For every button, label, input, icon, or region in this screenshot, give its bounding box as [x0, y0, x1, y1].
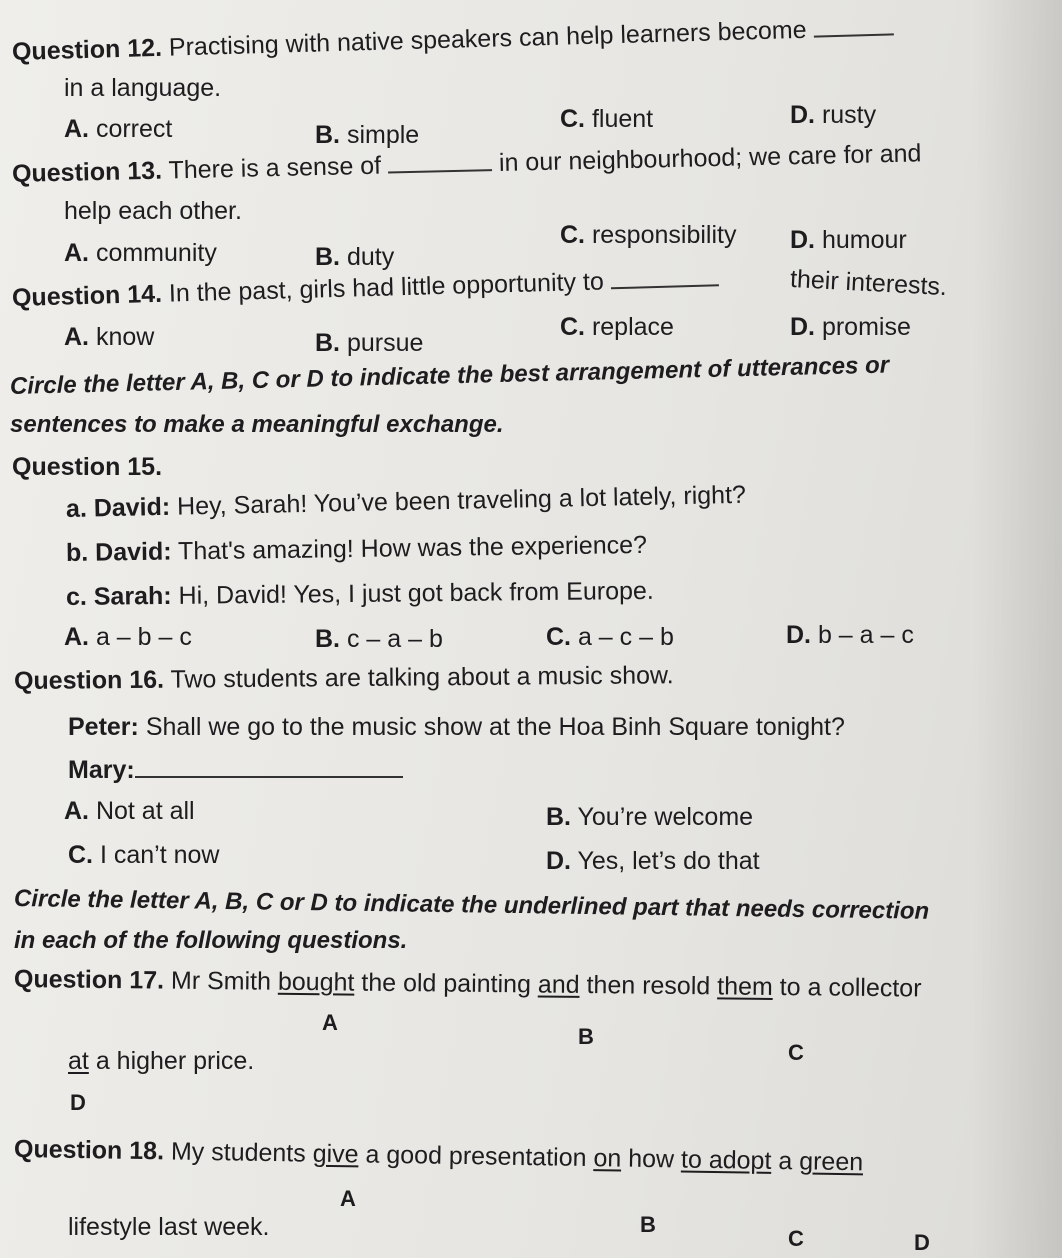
question-16-label: Question 16. — [13, 665, 165, 695]
underlined-part-c[interactable]: them — [717, 972, 773, 1001]
q14-option-c[interactable]: C. replace — [560, 313, 674, 341]
q15-option-a[interactable]: A. a – b – c — [64, 623, 192, 651]
q12-option-c[interactable]: C. fluent — [560, 105, 654, 133]
underlined-part-d[interactable]: green — [798, 1147, 864, 1177]
q13-option-c[interactable]: C. responsibility — [560, 221, 737, 249]
answer-blank[interactable] — [813, 11, 894, 37]
q13-option-d[interactable]: D. humour — [790, 226, 907, 254]
underlined-part-a[interactable]: bought — [277, 967, 355, 997]
q17-letter-b: B — [578, 1024, 594, 1049]
q13-option-b[interactable]: B. duty — [315, 243, 395, 271]
question-12-line-1 — [12, 11, 894, 67]
question-17-line-1: Question 17. Mr Smith bought the old painting and then resold them to a collector — [13, 965, 922, 1003]
underlined-part-c[interactable]: to adopt — [680, 1145, 772, 1175]
q18-letter-d: D — [914, 1230, 930, 1255]
q12-option-b[interactable]: B. simple — [315, 121, 420, 149]
question-12-line-2: in a language. — [64, 74, 222, 102]
instruction-correction-line-2: in each of the following questions. — [14, 927, 408, 954]
q15-option-b[interactable]: B. c – a – b — [315, 625, 443, 653]
question-18-line-2: lifestyle last week. — [68, 1213, 270, 1241]
q14-option-b[interactable]: B. pursue — [315, 329, 424, 357]
instruction-correction-line-1: Circle the letter A, B, C or D to indicate the underlined part that needs correction — [13, 885, 930, 925]
q15-line-a: a. David: Hey, Sarah! You’ve been traveling a lot lately, right? — [65, 480, 747, 523]
q14-option-a[interactable]: A. know — [64, 323, 155, 351]
q16-peter-line: Peter: Shall we go to the music show at the Hoa Binh Square tonight? — [68, 713, 845, 741]
underlined-part-b[interactable]: on — [593, 1144, 622, 1173]
question-13-line-1: Question 13. There is a sense of in our neighbourhood; we care for and — [11, 139, 922, 188]
underlined-part-a[interactable]: give — [312, 1139, 359, 1169]
underlined-part-b[interactable]: and — [537, 970, 580, 999]
q16-option-a[interactable]: A. Not at all — [64, 797, 195, 825]
question-18-line-1: Question 18. My students give a good presentation on how to adopt a green — [13, 1135, 864, 1177]
question-14-line-1: Question 14. In the past, girls had little opportunity to — [12, 262, 720, 313]
q13-option-a[interactable]: A. community — [64, 239, 217, 267]
q17-letter-d: D — [70, 1090, 86, 1115]
q16-option-d[interactable]: D. Yes, let’s do that — [546, 847, 760, 875]
answer-blank[interactable] — [388, 147, 493, 173]
instruction-arrangement-line-1: Circle the letter A, B, C or D to indicate the best arrangement of utterances or — [9, 351, 890, 400]
q17-letter-a: A — [322, 1010, 338, 1035]
question-13-line-2: help each other. — [64, 197, 242, 225]
q17-letter-c: C — [788, 1040, 804, 1065]
answer-blank[interactable] — [135, 754, 403, 778]
q15-line-b: b. David: That's amazing! How was the experience? — [65, 530, 648, 567]
q12-option-a[interactable]: A. correct — [64, 115, 173, 143]
q12-option-d[interactable]: D. rusty — [790, 101, 877, 129]
q15-option-d[interactable]: D. b – a – c — [786, 621, 914, 649]
question-12-text: Practising with native speakers can help learners become — [168, 15, 807, 62]
question-14-label: Question 14. — [11, 279, 163, 312]
q15-option-c[interactable]: C. a – c – b — [546, 623, 674, 651]
underlined-part-d[interactable]: at — [68, 1047, 89, 1075]
question-17-line-2: at a higher price. — [68, 1047, 255, 1075]
q14-option-d[interactable]: D. promise — [790, 313, 911, 341]
q18-letter-c: C — [788, 1226, 804, 1251]
instruction-arrangement-line-2: sentences to make a meaningful exchange. — [10, 411, 504, 438]
q16-mary-line: Mary: — [68, 754, 403, 785]
q15-line-c: c. Sarah: Hi, David! Yes, I just got back from Europe. — [65, 576, 654, 611]
q18-letter-a: A — [340, 1186, 356, 1211]
question-13-label: Question 13. — [11, 156, 163, 188]
page-shadow — [972, 0, 1062, 1258]
q16-option-b[interactable]: B. You’re welcome — [546, 803, 754, 831]
q16-option-c[interactable]: C. I can’t now — [68, 841, 220, 869]
question-17-label: Question 17. — [13, 965, 165, 995]
answer-blank[interactable] — [610, 262, 719, 289]
q18-letter-b: B — [640, 1212, 656, 1237]
question-16-line-1: Question 16. Two students are talking about a music show. — [13, 661, 674, 695]
question-15-label: Question 15. — [12, 453, 163, 481]
question-12-label: Question 12. — [11, 33, 163, 66]
question-14-line-1-end: their interests. — [789, 264, 948, 302]
question-18-label: Question 18. — [13, 1135, 165, 1166]
